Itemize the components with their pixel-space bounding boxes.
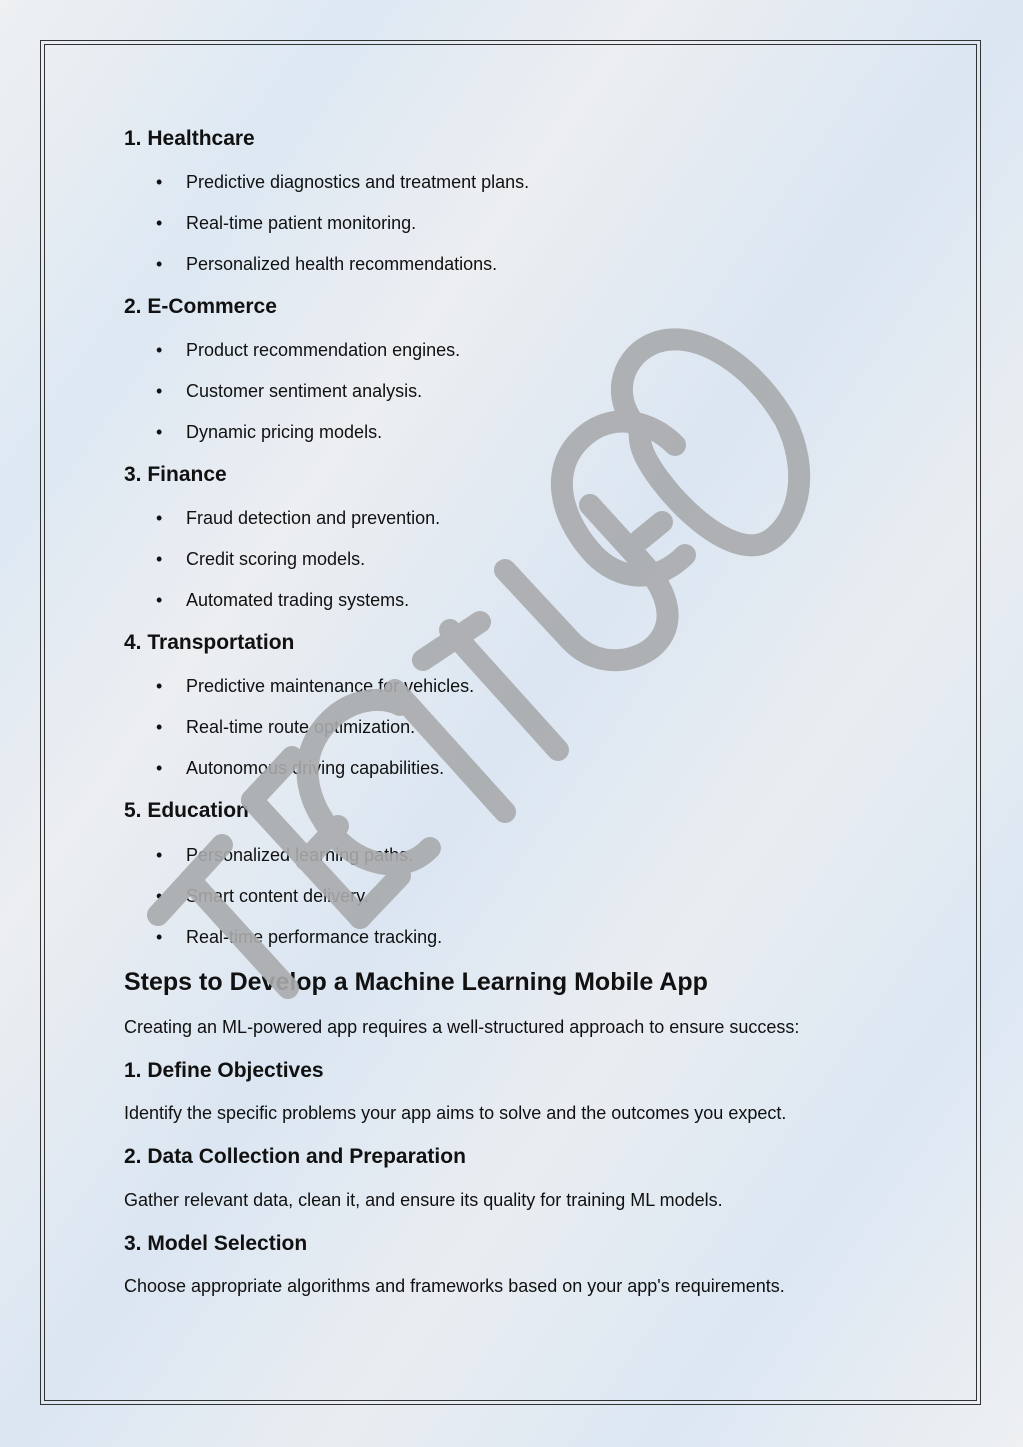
bullet-icon: •: [156, 886, 163, 906]
list-item-text: Real-time patient monitoring.: [186, 213, 417, 233]
list-item-text: Smart content delivery.: [186, 886, 369, 906]
list-item-text: Product recommendation engines.: [186, 340, 461, 360]
bullet-icon: •: [156, 927, 163, 947]
bullet-icon: •: [156, 845, 163, 865]
bullet-icon: •: [156, 254, 163, 274]
steps-title: Steps to Develop a Machine Learning Mobile App: [124, 968, 708, 996]
steps-intro: Creating an ML-powered app requires a well-structured approach to ensure success:: [124, 1017, 800, 1037]
list-item-text: Customer sentiment analysis.: [186, 381, 423, 401]
bullet-icon: •: [156, 172, 163, 192]
step-text: Choose appropriate algorithms and frameworks based on your app's requirements.: [124, 1276, 785, 1296]
list-item-text: Dynamic pricing models.: [186, 422, 383, 442]
bullet-icon: •: [156, 422, 163, 442]
step-heading-model-selection: 3. Model Selection: [124, 1232, 308, 1255]
bullet-icon: •: [156, 340, 163, 360]
bullet-icon: •: [156, 381, 163, 401]
list-item-text: Autonomous driving capabilities.: [186, 758, 445, 778]
bullet-icon: •: [156, 717, 163, 737]
section-heading-ecommerce: 2. E-Commerce: [124, 295, 277, 318]
section-heading-finance: 3. Finance: [124, 463, 227, 486]
step-heading-define-objectives: 1. Define Objectives: [124, 1059, 324, 1082]
section-heading-transportation: 4. Transportation: [124, 631, 295, 654]
bullet-icon: •: [156, 213, 163, 233]
list-item-text: Predictive diagnostics and treatment plans.: [186, 172, 530, 192]
list-item-text: Predictive maintenance for vehicles.: [186, 676, 475, 696]
bullet-icon: •: [156, 508, 163, 528]
bullet-icon: •: [156, 676, 163, 696]
list-item-text: Real-time route optimization.: [186, 717, 416, 737]
list-item-text: Personalized learning paths.: [186, 845, 414, 865]
list-item-text: Credit scoring models.: [186, 549, 366, 569]
list-item-text: Personalized health recommendations.: [186, 254, 498, 274]
section-heading-healthcare: 1. Healthcare: [124, 127, 255, 150]
list-item-text: Automated trading systems.: [186, 590, 410, 610]
list-item-text: Fraud detection and prevention.: [186, 508, 441, 528]
list-item-text: Real-time performance tracking.: [186, 927, 443, 947]
bullet-icon: •: [156, 590, 163, 610]
bullet-icon: •: [156, 758, 163, 778]
bullet-icon: •: [156, 549, 163, 569]
section-heading-education: 5. Education: [124, 799, 249, 822]
step-text: Identify the specific problems your app aims to solve and the outcomes you expect.: [124, 1103, 787, 1123]
step-heading-data-collection: 2. Data Collection and Preparation: [124, 1145, 466, 1168]
step-text: Gather relevant data, clean it, and ensure its quality for training ML models.: [124, 1190, 723, 1210]
